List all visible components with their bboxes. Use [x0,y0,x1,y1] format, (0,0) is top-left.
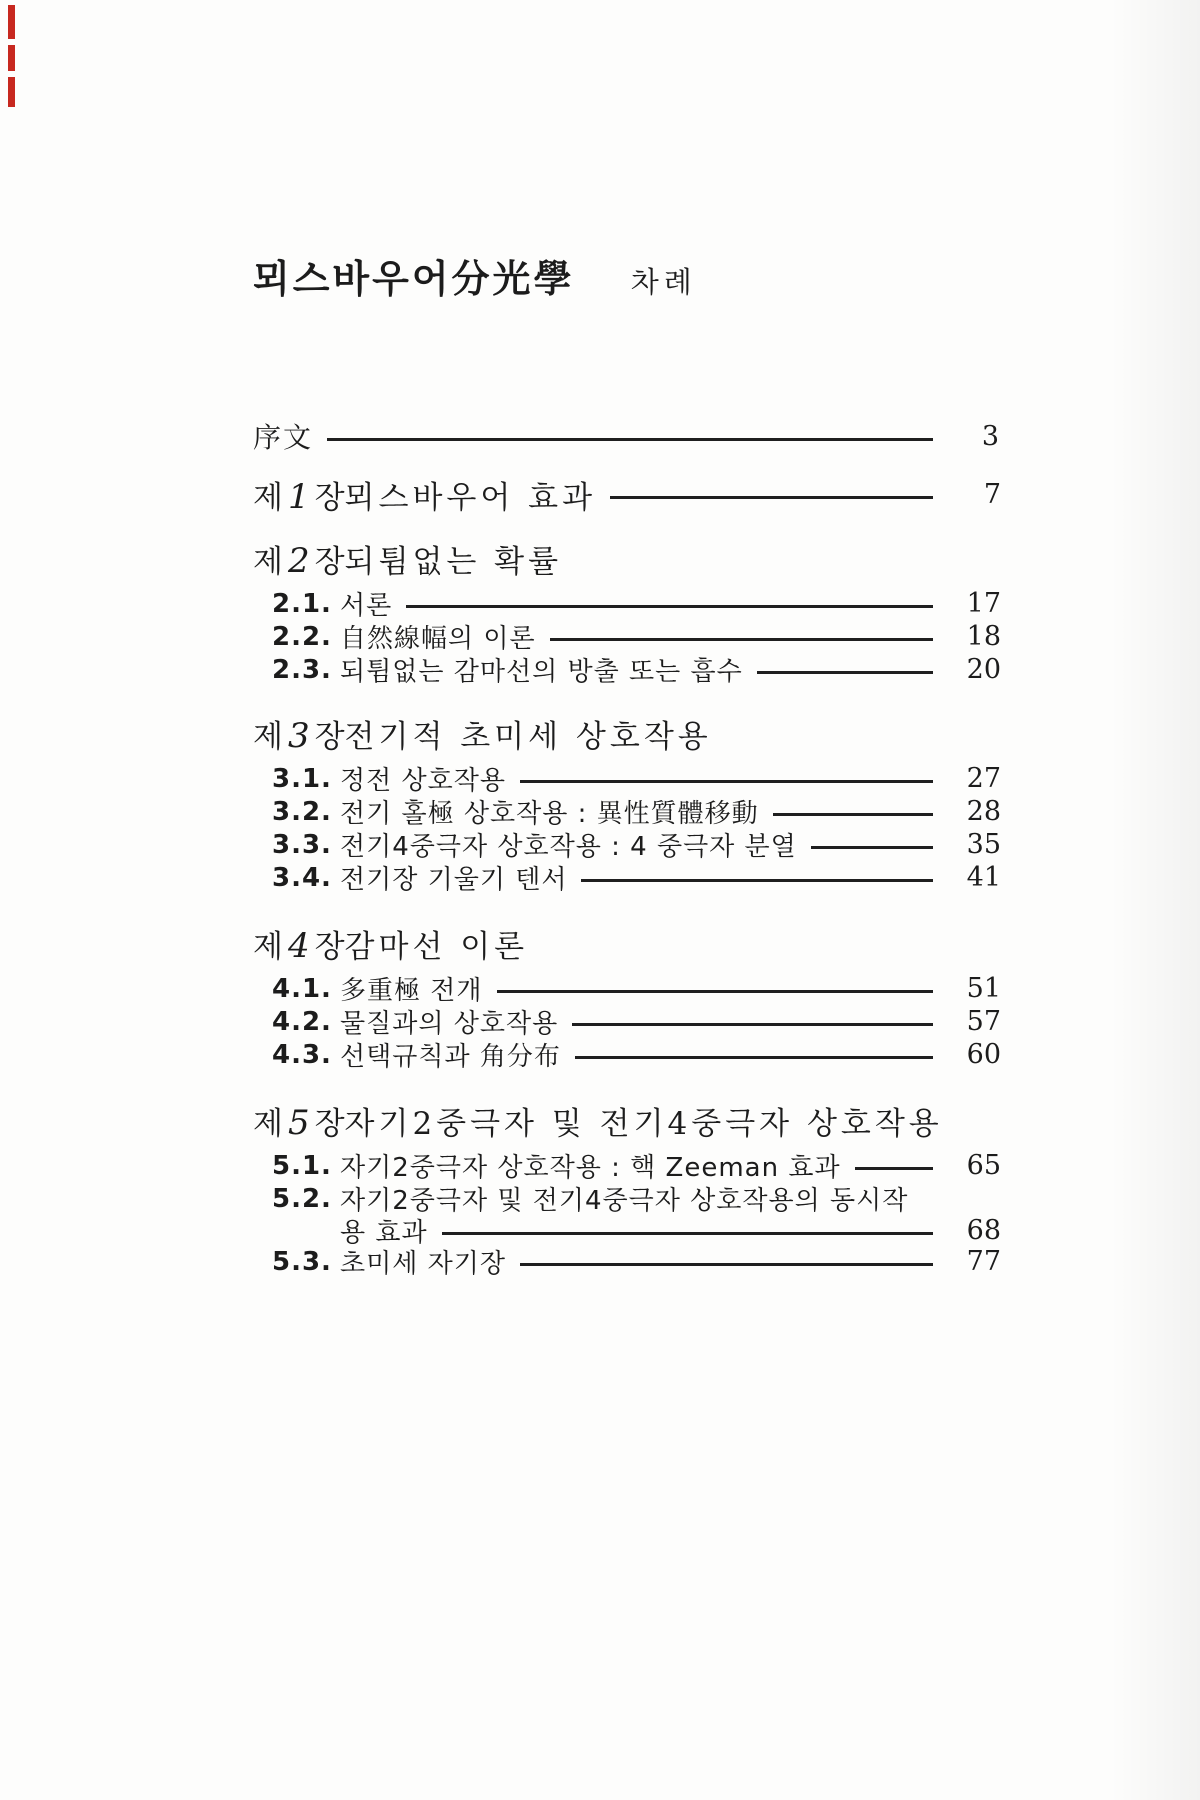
chapter-list [253,475,1005,1278]
leader-line [327,438,933,441]
section-number: 3.2. [272,796,332,827]
scan-artifact-red-stripe [8,77,15,107]
chapter-suffix: 장 [314,543,345,580]
page-number: 27 [966,763,1001,794]
chapter-digit: 2 [287,540,310,581]
leader-line [855,1167,933,1170]
chapter-suffix: 장 [314,479,345,516]
leader-line [773,813,933,816]
chapter-digit: 4 [287,925,310,966]
page-number: 68 [966,1214,1001,1246]
page-number: 7 [983,478,1001,510]
chapter-prefix: 제 [253,479,283,516]
chapter-number [253,711,345,756]
section-title: 전기장 기울기 텐서 [340,865,568,895]
chapter-title: 뫼스바우어 효과 [344,479,597,516]
chapter-prefix: 제 [253,928,283,965]
leader-line [610,496,933,499]
leader-line [581,879,933,882]
section-list [253,972,1005,1071]
chapter-number [253,921,345,966]
section-row [253,795,1005,828]
toc-content [253,0,1005,1278]
section-row [253,1005,1005,1038]
section-row [253,1038,1005,1071]
chapter-number [253,472,345,517]
chapter-row [253,924,1005,966]
section-row [253,1182,1005,1215]
section-title: 물질과의 상호작용 [340,1009,559,1039]
chapter-row [253,1101,1005,1143]
section-row [253,1245,1005,1278]
section-number: 2.2. [272,621,332,652]
section-number: 5.1. [272,1150,332,1181]
leader-line [811,846,933,849]
toc-chapter [253,924,1005,1071]
chapter-prefix: 제 [253,718,283,755]
section-title: 선택규칙과 角分布 [340,1042,561,1072]
chapter-prefix: 제 [253,543,283,580]
chapter-suffix: 장 [314,718,345,755]
section-row [253,1149,1005,1182]
page-number: 20 [966,654,1001,685]
section-row [253,762,1005,795]
chapter-suffix: 장 [314,1105,345,1142]
leader-line [406,605,933,608]
book-title: 뫼스바우어分光學 [253,256,575,301]
leader-line [757,671,933,674]
section-title-continued: 용 효과 [340,1217,428,1248]
section-title: 정전 상호작용 [340,766,506,796]
section-row [253,828,1005,861]
section-number: 5.3. [272,1246,332,1277]
section-title: 전기4중극자 상호작용 : 4 중극자 분열 [340,832,797,862]
section-row [253,861,1005,894]
page-number: 60 [966,1039,1001,1070]
chapter-row [253,539,1005,581]
section-title: 서론 [340,591,393,621]
chapter-title: 되튐없는 확률 [344,543,563,580]
page-number: 17 [966,588,1001,619]
section-row [253,972,1005,1005]
section-number: 3.1. [272,763,332,794]
section-list [253,1149,1005,1278]
chapter-row [253,714,1005,756]
section-number: 4.3. [272,1039,332,1070]
chapter-number [253,536,345,581]
leader-line [497,990,934,993]
chapter-digit: 3 [287,715,310,756]
chapter-suffix: 장 [314,928,345,965]
chapter-number [253,1098,345,1143]
page-number: 35 [966,829,1001,860]
chapter-digit: 1 [287,476,310,517]
toc-chapter [253,1101,1005,1278]
section-title: 되튐없는 감마선의 방출 또는 흡수 [340,657,743,687]
chapter-digit: 5 [287,1102,310,1143]
page-number: 77 [966,1246,1001,1277]
toc-chapter [253,539,1005,686]
chapter-row [253,475,1005,517]
section-number: 2.3. [272,654,332,685]
scan-artifact-red-stripe [8,45,15,71]
page-number: 18 [966,621,1001,652]
section-number: 2.1. [272,588,332,619]
section-title: 초미세 자기장 [340,1249,506,1279]
toc-chapter [253,475,1005,517]
page-number: 3 [981,420,1001,452]
page-number: 57 [966,1006,1001,1037]
section-number: 4.2. [272,1006,332,1037]
toc-entry-preface [253,417,1005,455]
section-number: 4.1. [272,973,332,1004]
leader-line [550,638,933,641]
section-title: 자기2중극자 및 전기4중극자 상호작용의 동시작 [340,1186,909,1216]
leader-line [442,1232,933,1235]
chapter-title: 전기적 초미세 상호작용 [344,718,712,755]
leader-line [575,1056,933,1059]
section-number: 5.2. [272,1183,332,1214]
section-title: 自然線幅의 이론 [340,624,536,654]
leader-line [572,1023,933,1026]
section-row [253,620,1005,653]
section-title: 多重極 전개 [340,976,483,1006]
section-title: 전기 홀極 상호작용 : 異性質體移動 [340,799,759,829]
leader-line [520,780,933,783]
section-row [253,587,1005,620]
section-number: 3.4. [272,862,332,893]
section-row-continuation [253,1214,1005,1248]
chapter-title: 자기2중극자 및 전기4중극자 상호작용 [344,1105,943,1142]
section-number: 3.3. [272,829,332,860]
section-row [253,653,1005,686]
page-number: 65 [966,1150,1001,1181]
page-title [253,256,1005,305]
preface-label: 序文 [253,421,314,454]
toc-label: 차례 [630,265,697,299]
section-list [253,762,1005,894]
toc-chapter [253,714,1005,894]
leader-line [520,1263,933,1266]
page-number: 41 [966,862,1001,893]
section-title: 자기2중극자 상호작용 : 핵 Zeeman 효과 [340,1153,841,1183]
page-number: 28 [966,796,1001,827]
page-number: 51 [966,973,1001,1004]
chapter-title: 감마선 이론 [344,928,529,965]
scan-artifact-red-stripe [8,5,15,39]
chapter-prefix: 제 [253,1105,283,1142]
section-list [253,587,1005,686]
